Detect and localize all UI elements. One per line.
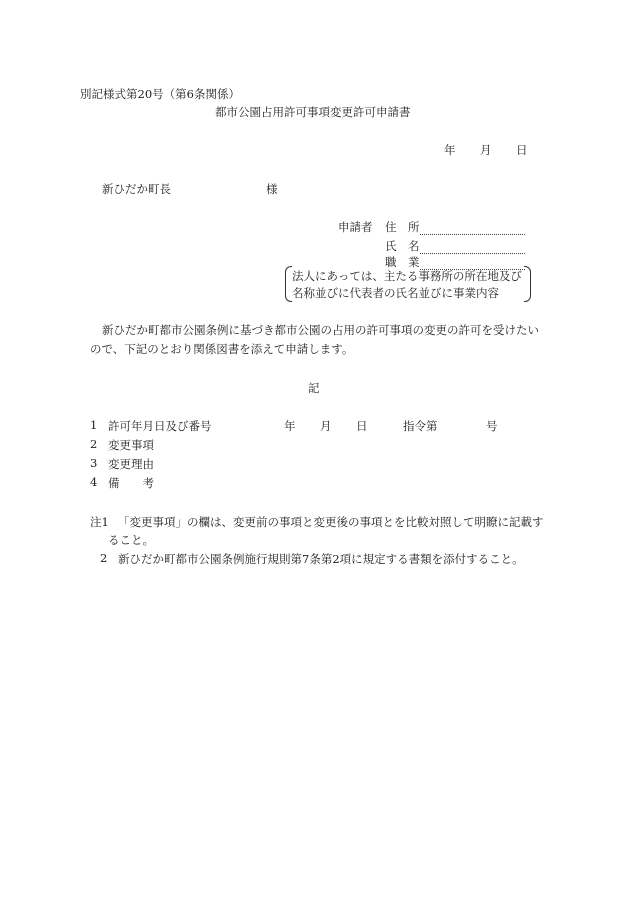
applicant-name-row bbox=[385, 238, 525, 254]
name-field[interactable] bbox=[420, 241, 525, 254]
item1-number-suffix: 号 bbox=[486, 419, 498, 433]
address-label: 住 所 bbox=[385, 220, 420, 234]
addressee-honorific: 様 bbox=[266, 182, 278, 196]
item1-month: 月 bbox=[320, 419, 332, 433]
item4-number: 4 bbox=[90, 475, 98, 489]
body-line2: ので、下記のとおり関係図書を添えて申請します。 bbox=[90, 342, 354, 356]
item3-label: 変更理由 bbox=[108, 457, 154, 471]
address-field[interactable] bbox=[420, 222, 525, 235]
corporate-note-line1: 法人にあっては、主たる事務所の所在地及び bbox=[292, 269, 522, 283]
note1-line2: ること。 bbox=[108, 533, 154, 547]
corporate-note-line2: 名称並びに代表者の氏名並びに事業内容 bbox=[292, 286, 499, 300]
date-day: 日 bbox=[516, 143, 528, 157]
note1-line1: 「変更事項」の欄は、変更前の事項と変更後の事項とを比較対照して明瞭に記載す bbox=[118, 515, 544, 529]
item1-number: 1 bbox=[90, 418, 98, 432]
name-label: 氏 名 bbox=[385, 239, 420, 253]
date-month: 月 bbox=[480, 143, 492, 157]
date-year: 年 bbox=[444, 143, 456, 157]
applicant-address-row bbox=[385, 219, 525, 235]
note-bracket-right bbox=[524, 266, 531, 302]
item2-number: 2 bbox=[90, 437, 98, 451]
note1-label: 注1 bbox=[90, 515, 109, 529]
item2-label: 変更事項 bbox=[108, 438, 154, 452]
item4-label: 備 考 bbox=[108, 476, 154, 490]
ki-heading: 記 bbox=[308, 381, 320, 395]
item1-year: 年 bbox=[284, 419, 296, 433]
item1-order: 指令第 bbox=[403, 419, 438, 433]
occupation-label: 職 業 bbox=[385, 255, 420, 269]
note2-text: 新ひだか町都市公園条例施行規則第7条第2項に規定する書類を添付すること。 bbox=[118, 552, 524, 566]
item1-day: 日 bbox=[356, 419, 368, 433]
addressee-name: 新ひだか町長 bbox=[102, 182, 171, 196]
item3-number: 3 bbox=[90, 456, 98, 470]
note-bracket-left bbox=[285, 266, 292, 302]
form-reference: 別記様式第20号（第6条関係） bbox=[80, 87, 240, 101]
applicant-label: 申請者 bbox=[338, 220, 373, 234]
document-title: 都市公園占用許可事項変更許可申請書 bbox=[215, 105, 411, 119]
note2-number: 2 bbox=[100, 551, 108, 565]
body-line1: 新ひだか町都市公園条例に基づき都市公園の占用の許可事項の変更の許可を受けたい bbox=[102, 323, 539, 337]
item1-label: 許可年月日及び番号 bbox=[108, 419, 212, 433]
